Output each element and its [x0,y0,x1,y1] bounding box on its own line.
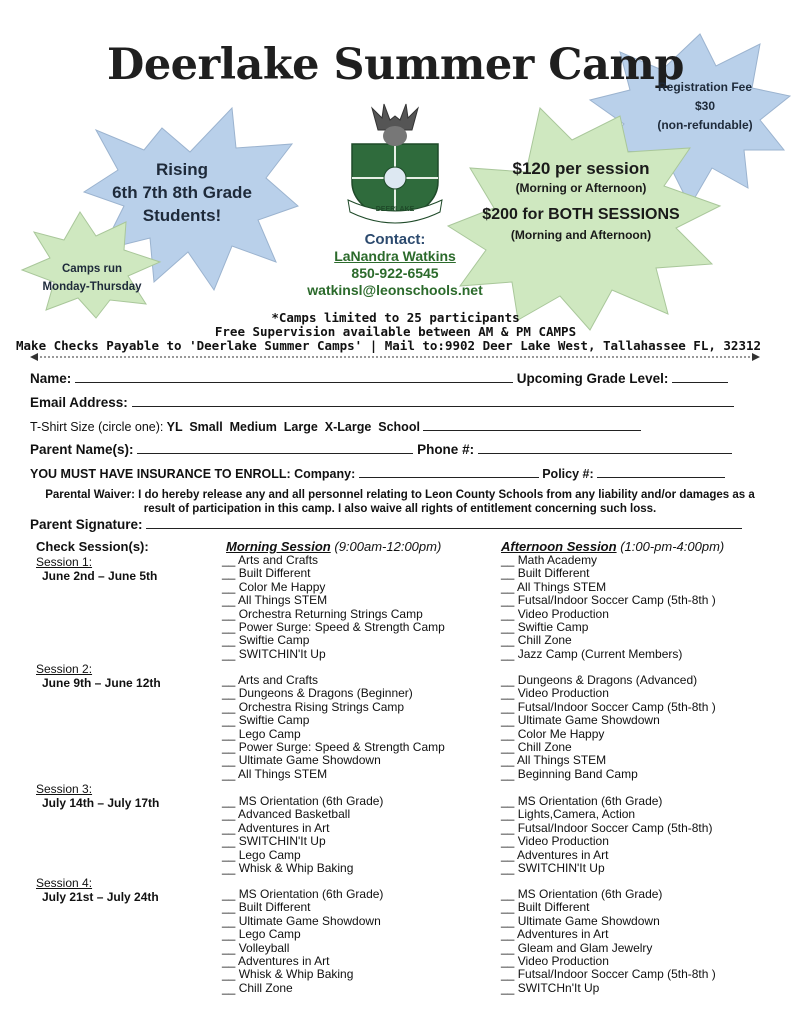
camp-option-label: Lego Camp [238,847,301,862]
camp-option-label: Swiftie Camp [238,633,310,648]
parent-field[interactable] [137,441,413,454]
check-blank[interactable]: __ [501,834,518,849]
camp-option[interactable] [501,648,716,661]
camp-option-label: Orchestra Returning Strings Camp [238,606,423,621]
camp-option[interactable] [222,955,383,968]
grade-field[interactable] [672,370,728,383]
check-blank[interactable]: __ [222,834,239,849]
morning-time: (9:00am-12:00pm) [334,539,442,554]
morning-label: Morning Session [226,539,331,554]
check-blank[interactable]: __ [501,566,518,581]
check-blank[interactable]: __ [501,699,518,714]
camp-option-label: Ultimate Game Showdown [517,913,660,928]
check-blank[interactable]: __ [501,620,518,635]
check-blank[interactable]: __ [501,633,518,648]
check-blank[interactable]: __ [222,900,239,915]
session-1-morning-list [222,554,445,661]
session-2-dates: June 9th – June 12th [42,676,161,690]
camp-option-label: Color Me Happy [238,579,326,594]
camp-option[interactable] [501,567,716,580]
camp-option-label: Color Me Happy [517,726,605,741]
page-title: Deerlake Summer Camp [107,40,684,90]
camp-option[interactable] [222,982,383,995]
camp-option-label: Adventures in Art [238,954,330,969]
camp-option-label: Built Different [517,900,590,915]
camp-option-label: Lego Camp [238,927,301,942]
camp-option-label: Swiftie Camp [517,620,589,635]
session-2-name: Session 2: [36,662,93,676]
check-blank[interactable]: __ [222,940,239,955]
camp-option-label: All Things STEM [238,593,328,608]
insurance-row [30,465,725,481]
camp-option-label: Futsal/Indoor Soccer Camp (5th-8th ) [517,967,716,982]
camp-option-label: SWITCHIN'It Up [238,834,326,849]
camp-option[interactable] [222,674,445,687]
price-line-4: (Morning and Afternoon) [510,228,652,242]
checks-note: Make Checks Payable to 'Deerlake Summer Camps' | Mail to:9902 Deer Lake West, Tallahassee FL, 32312 [16,338,762,353]
fee-line-3: (non-refundable) [657,118,753,132]
session-4-label [36,876,159,904]
camp-option[interactable] [501,728,716,741]
check-blank[interactable]: __ [501,913,518,928]
camps-run-line-1: Camps run [61,263,123,275]
afternoon-time: (1:00-pm-4:00pm) [620,539,725,554]
camp-option[interactable] [222,915,383,928]
check-blank[interactable]: __ [501,887,518,901]
email-field[interactable] [132,394,734,407]
check-blank[interactable]: __ [222,566,239,581]
camps-run-text [34,260,150,296]
check-blank[interactable]: __ [501,940,518,955]
camp-option[interactable] [222,634,445,647]
camp-option-label: Dungeons & Dragons (Advanced) [517,673,698,687]
camp-option[interactable] [501,621,716,634]
rising-line-1: Rising [156,160,208,179]
camp-option[interactable] [222,768,445,781]
name-label: Name: [30,371,72,386]
check-blank[interactable]: __ [222,753,239,768]
camp-option-label: Swiftie Camp [238,713,310,728]
camp-option[interactable] [501,928,716,941]
camp-option-label: Lights,Camera, Action [517,807,636,822]
camp-option-label: Ultimate Game Showdown [517,713,660,728]
limit-note: *Camps limited to 25 participants [271,310,520,325]
fee-line-2: $30 [694,99,716,113]
price-line-2: (Morning or Afternoon) [515,181,647,195]
camp-option[interactable] [222,741,445,754]
camp-option[interactable] [222,701,445,714]
rising-burst-text [112,158,252,227]
check-blank[interactable]: __ [501,713,518,728]
parental-waiver: Parental Waiver: I do hereby release any and all personnel relating to Leon County Schools from any liability and/or damages as a result of participation in this camp. I also waive all rights of entitlement concerning such loss. [45,489,755,515]
camp-option[interactable] [501,634,716,647]
contact-phone: 850-922-6545 [351,265,439,281]
tshirt-label: T-Shirt Size (circle one): [30,420,164,434]
camp-option[interactable] [501,955,716,968]
session-3-afternoon-list [501,795,712,875]
camp-option[interactable] [222,901,383,914]
supervision-note: Free Supervision available between AM & PM CAMPS [214,324,577,339]
check-blank[interactable]: __ [501,726,518,741]
check-blank[interactable]: __ [222,861,239,876]
check-blank[interactable]: __ [501,954,518,969]
session-4-morning-list [222,888,383,995]
camp-option-label: Chill Zone [517,740,572,755]
check-blank[interactable]: __ [501,927,518,942]
camp-option-label: Ultimate Game Showdown [238,913,381,928]
camp-option-label: All Things STEM [517,753,607,768]
rising-line-3: Students! [142,206,222,225]
contact-email: watkinsl@leonschools.net [307,282,483,298]
price-line-1: $120 per session [512,159,650,178]
check-blank[interactable]: __ [501,606,518,621]
camp-option-label: Built Different [517,566,590,581]
session-2-afternoon-list [501,674,716,781]
camp-option[interactable] [222,728,445,741]
camp-option-label: Whisk & Whip Baking [238,861,354,876]
check-blank[interactable]: __ [501,847,518,862]
camp-option-label: Volleyball [238,940,290,955]
price-line-3: $200 for BOTH SESSIONS [482,206,680,223]
camp-option[interactable] [501,915,716,928]
camp-option[interactable] [501,581,716,594]
camp-option[interactable] [222,968,383,981]
session-3-name: Session 3: [36,782,93,796]
camp-option-label: Futsal/Indoor Soccer Camp (5th-8th) [517,820,713,835]
camp-option[interactable] [501,888,716,901]
check-blank[interactable]: __ [222,766,239,781]
camp-option-label: Orchestra Rising Strings Camp [238,699,405,714]
session-2-morning-list [222,674,445,781]
camp-option-label: Built Different [238,566,311,581]
check-blank[interactable]: __ [501,593,518,608]
camp-option-label: Math Academy [517,553,598,567]
parent-label: Parent Name(s): [30,442,134,457]
camp-option[interactable] [501,822,712,835]
camp-option-label: SWITCHn'It Up [517,980,600,995]
contact-block [300,231,490,299]
camp-option-label: Adventures in Art [517,847,609,862]
camp-option[interactable] [501,795,712,808]
email-label: Email Address: [30,395,128,410]
camp-option-label: Chill Zone [517,633,572,648]
check-blank[interactable]: __ [222,740,239,755]
session-4-name: Session 4: [36,876,93,890]
camp-option[interactable] [501,968,716,981]
camp-option-label: Whisk & Whip Baking [238,967,354,982]
check-blank[interactable]: __ [222,620,239,635]
signature-label: Parent Signature: [30,517,143,532]
crest-banner-text: DEERLAKE [375,206,415,213]
check-blank[interactable]: __ [501,740,518,755]
camp-option-label: Power Surge: Speed & Strength Camp [238,620,445,635]
policy-field[interactable] [597,465,725,478]
check-blank[interactable]: __ [222,913,239,928]
email-row [30,394,734,410]
camp-option[interactable] [222,581,445,594]
check-blank[interactable]: __ [222,847,239,862]
check-blank[interactable]: __ [222,794,239,808]
check-blank[interactable]: __ [222,820,239,835]
check-blank[interactable]: __ [222,673,239,687]
policy-label: Policy #: [542,467,594,481]
check-blank[interactable]: __ [501,900,518,915]
insurance-label: YOU MUST HAVE INSURANCE TO ENROLL: Company: [30,467,356,481]
camp-option-label: All Things STEM [517,579,607,594]
check-blank[interactable]: __ [222,646,239,661]
camp-option-label: Arts and Crafts [238,673,319,687]
camp-option-label: Arts and Crafts [238,553,319,567]
check-blank[interactable]: __ [222,980,239,995]
check-blank[interactable]: __ [222,967,239,982]
morning-header [226,539,441,554]
check-blank[interactable]: __ [501,579,518,594]
check-blank[interactable]: __ [222,606,239,621]
session-4-afternoon-list [501,888,716,995]
session-3-dates: July 14th – July 17th [42,796,160,810]
check-blank[interactable]: __ [501,967,518,982]
check-blank[interactable]: __ [222,887,239,901]
phone-field[interactable] [478,441,732,454]
check-blank[interactable]: __ [501,807,518,822]
camp-option[interactable] [501,942,716,955]
contact-label: Contact: [364,231,426,248]
tshirt-school-field[interactable] [423,418,641,431]
camp-option-label: SWITCHIN'It Up [238,646,326,661]
afternoon-header [501,539,724,554]
camp-option-label: Ultimate Game Showdown [238,753,381,768]
camp-option-label: Video Production [517,834,609,849]
camp-option[interactable] [222,835,383,848]
camp-option-label: Built Different [238,900,311,915]
camp-option[interactable] [501,754,716,767]
name-row [30,370,728,386]
camp-option-label: Dungeons & Dragons (Beginner) [238,686,413,701]
phone-label: Phone #: [417,442,475,457]
afternoon-label: Afternoon Session [501,539,617,554]
check-blank[interactable]: __ [222,927,239,942]
camp-option[interactable] [501,687,716,700]
session-2-label [36,662,161,690]
check-blank[interactable]: __ [222,713,239,728]
camp-option[interactable] [501,849,712,862]
contact-name: LaNandra Watkins [334,248,456,264]
camp-option[interactable] [501,768,716,781]
camp-option[interactable] [501,808,712,821]
insurance-company-field[interactable] [359,465,539,478]
camp-option[interactable] [222,928,383,941]
camp-option[interactable] [501,982,716,995]
camps-run-line-2: Monday-Thursday [42,281,142,293]
camp-option-label: Power Surge: Speed & Strength Camp [238,740,445,755]
camp-option-label: Futsal/Indoor Soccer Camp (5th-8th ) [517,593,716,608]
camp-option-label: MS Orientation (6th Grade) [238,794,384,808]
camp-option[interactable] [222,808,383,821]
camp-option[interactable] [222,608,445,621]
camp-option-label: Adventures in Art [238,820,330,835]
check-blank[interactable]: __ [501,673,518,687]
camp-option[interactable] [222,942,383,955]
session-3-morning-list [222,795,383,875]
check-blank[interactable]: __ [501,753,518,768]
session-1-name: Session 1: [36,555,93,569]
camp-option-label: Futsal/Indoor Soccer Camp (5th-8th ) [517,699,716,714]
session-1-afternoon-list [501,554,716,661]
check-blank[interactable]: __ [501,646,518,661]
camp-option[interactable] [501,608,716,621]
camp-option-label: Beginning Band Camp [517,766,638,781]
tshirt-sizes[interactable]: YL Small Medium Large X-Large School [166,420,420,434]
parent-row [30,441,732,457]
camp-option[interactable] [501,554,716,567]
check-blank[interactable]: __ [222,633,239,648]
signature-row [30,516,742,532]
name-field[interactable] [75,370,513,383]
check-blank[interactable]: __ [222,807,239,822]
tshirt-row [30,418,641,434]
camp-option-label: Video Production [517,954,609,969]
signature-field[interactable] [146,516,742,529]
camp-option[interactable] [222,554,445,567]
camp-option[interactable] [222,567,445,580]
camp-option[interactable] [222,888,383,901]
camp-option[interactable] [501,741,716,754]
session-4-dates: July 21st – July 24th [42,890,159,904]
camp-option-label: Jazz Camp (Current Members) [517,646,683,661]
camp-option[interactable] [222,849,383,862]
camp-option[interactable] [501,862,712,875]
camp-option-label: MS Orientation (6th Grade) [517,794,663,808]
check-blank[interactable]: __ [501,686,518,701]
check-blank[interactable]: __ [501,794,518,808]
camp-option[interactable] [222,822,383,835]
camp-option[interactable] [501,714,716,727]
camp-option-label: Video Production [517,686,609,701]
camp-option[interactable] [222,795,383,808]
double-arrow-divider [30,352,760,362]
check-blank[interactable]: __ [222,726,239,741]
camp-option[interactable] [222,862,383,875]
camp-option[interactable] [501,701,716,714]
grade-label: Upcoming Grade Level: [516,371,669,386]
camp-option[interactable] [222,687,445,700]
camp-option[interactable] [222,648,445,661]
camp-option[interactable] [501,901,716,914]
session-3-label [36,782,159,810]
camp-option[interactable] [222,621,445,634]
camp-option-label: Adventures in Art [517,927,609,942]
check-blank[interactable]: __ [222,686,239,701]
check-blank[interactable]: __ [501,553,518,567]
check-blank[interactable]: __ [501,980,518,995]
camp-option-label: Advanced Basketball [238,807,351,822]
camp-option-label: MS Orientation (6th Grade) [517,887,663,901]
check-blank[interactable]: __ [501,820,518,835]
check-blank[interactable]: __ [222,954,239,969]
camp-option[interactable] [222,754,445,767]
check-sessions-label: Check Session(s): [36,539,149,554]
camp-option[interactable] [222,714,445,727]
camp-option-label: Video Production [517,606,609,621]
check-blank[interactable]: __ [501,766,518,781]
rising-line-2: 6th 7th 8th Grade [112,183,252,202]
check-blank[interactable]: __ [501,861,518,876]
price-burst-text [466,158,696,242]
camp-option-label: Lego Camp [238,726,301,741]
check-blank[interactable]: __ [222,699,239,714]
check-blank[interactable]: __ [222,553,239,567]
camp-option-label: Gleam and Glam Jewelry [517,940,653,955]
camp-option-label: MS Orientation (6th Grade) [238,887,384,901]
session-1-label [36,555,157,583]
camp-option[interactable] [501,835,712,848]
session-1-dates: June 2nd – June 5th [42,569,158,583]
check-blank[interactable]: __ [222,579,239,594]
camp-option-label: Chill Zone [238,980,293,995]
check-blank[interactable]: __ [222,593,239,608]
camp-option-label: All Things STEM [238,766,328,781]
fee-line-1: Registration Fee [657,80,753,94]
camp-option[interactable] [501,674,716,687]
camp-option-label: SWITCHIN'It Up [517,861,605,876]
fee-burst-text [640,78,770,135]
camp-option[interactable] [222,594,445,607]
camp-option[interactable] [501,594,716,607]
